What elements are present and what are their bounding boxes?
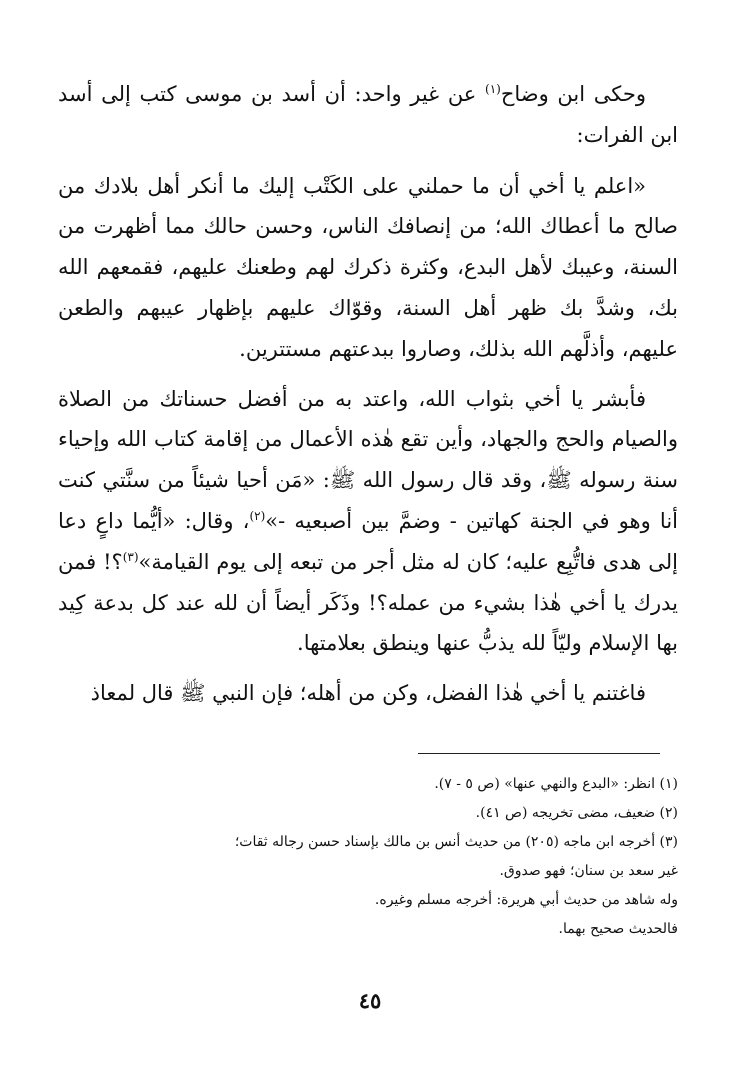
footnote-1: (١) انظر: «البدع والنهي عنها» (ص ٥ - ٧). [434, 776, 678, 792]
paragraph-1-text-a: وحكى ابن وضاح [500, 82, 646, 106]
footnote-3-line-1: (٣) أخرجه ابن ماجه (٢٠٥) من حديث أنس بن مالك بإسناد حسن رجاله ثقات؛ [234, 834, 678, 850]
page-number: ٤٥ [358, 988, 382, 1013]
paragraph-3-text-a: فأبشر يا أخي بثواب الله، واعتد به من أفضل حسناتك من الصلاة والصيام والحج والجهاد، وأين تقع هٰذه الأعمال من إقامة كتاب الله وإحياء سنة رسوله ﷺ، وقد قال رسول الله ﷺ: «مَن أحيا شيئاً من سنَّتي كنت أنا وهو في الجنة كهاتين - وضمَّ بين أصبعيه -» [58, 386, 678, 533]
footnotes [58, 770, 678, 944]
footnote-3-line-4: فالحديث صحيح بهما. [558, 921, 678, 937]
paragraph-1-text-b: عن غير واحد: أن أسد بن موسى كتب إلى أسد ابن الفرات: [58, 82, 678, 147]
main-text [58, 74, 678, 714]
paragraph-4: فاغتنم يا أخي هٰذا الفضل، وكن من أهله؛ فإن النبي ﷺ قال لمعاذ [90, 681, 646, 706]
paragraph-2: «اعلم يا أخي أن ما حملني على الكَتْب إليك ما أنكر أهل بلادك من صالح ما أعطاك الله؛ من إنصافك الناس، وحسن حالك مما أظهرت من السنة، وعيبك لأهل البدع، وكثرة ذكرك لهم وطعنك عليهم، فقمعهم الله بك، وشدَّ بك ظهر أهل السنة، وقوّاك عليهم بإظهار عيبهم والطعن عليهم، وأذلَّهم الله بذلك، وصاروا ببدعتهم مستترين. [58, 173, 678, 361]
paragraph-1 [58, 74, 678, 156]
footnote-3-line-2: غير سعد بن سنان؛ فهو صدوق. [499, 863, 678, 879]
footnote-ref-3: (٣) [122, 549, 139, 564]
paragraph-3-text-b: ، وقال: «أيُّما داعٍ دعا إلى هدى فاتُّبِع عليه؛ كان له مثل أجر من تبعه إلى يوم القيامة» [58, 508, 678, 574]
footnote-ref-2: (٢) [249, 508, 266, 523]
paragraph-3 [58, 379, 678, 665]
footnote-divider [418, 753, 660, 754]
paragraph-3-text-c: ؟! فمن يدرك يا أخي هٰذا بشيء من عمله؟! وذَكَر أيضاً أن لله عند كل بدعة كِيد بها الإسلام وليّاً لله يذبُّ عنها وينطق بعلامتها. [58, 549, 678, 656]
footnote-2: (٢) ضعيف، مضى تخريجه (ص ٤١). [475, 805, 678, 821]
footnote-ref-1: (١) [485, 82, 501, 96]
footnote-3-line-3: وله شاهد من حديث أبي هريرة: أخرجه مسلم وغيره. [374, 892, 678, 908]
